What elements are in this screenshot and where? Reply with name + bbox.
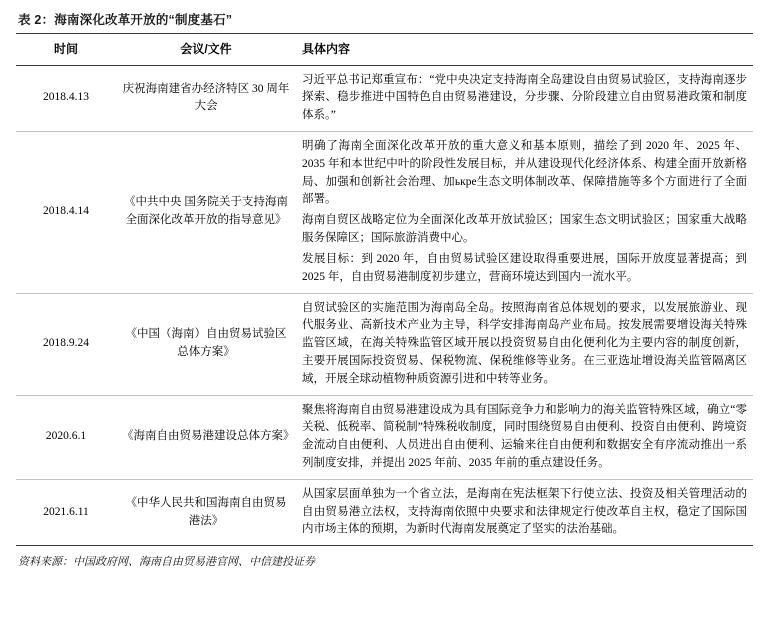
content-paragraph: 自贸试验区的实施范围为海南岛全岛。按照海南省总体规划的要求，以发展旅游业、现代服务业、高新技术产业为主导，科学安排海南岛产业布局。按发展需要增设海关特殊监管区域，在海关特殊监管区域开展以投资贸易自由化便利化为主要内容的制度创新，主要开展国际投资贸易、保税物流、保税维修等业务。在三亚选址增设海关监管隔离区域，开展全球动植物种质资源引进和中转等业务。 bbox=[302, 301, 747, 385]
content-paragraph: 习近平总书记郑重宣布：“党中央决定支持海南全岛建设自由贸易试验区，支持海南逐步探索、稳步推进中国特色自由贸易港建设，分步骤、分阶段建立自由贸易港政策和制度体系。” bbox=[302, 73, 747, 122]
table-header bbox=[16, 34, 753, 66]
cell-time: 2020.6.1 bbox=[16, 395, 116, 479]
cell-time: 2021.6.11 bbox=[16, 479, 116, 545]
cell-time: 2018.4.13 bbox=[16, 65, 116, 131]
cell-content bbox=[296, 293, 753, 395]
column-header-document: 会议/文件 bbox=[116, 34, 296, 66]
cell-document: 《中共中央 国务院关于支持海南全面深化改革开放的指导意见》 bbox=[116, 132, 296, 294]
content-paragraph: 从国家层面单独为一个省立法，是海南在宪法框架下行使立法、投资及相关管理活动的自由贸易港立法权，支持海南依照中央要求和法律规定行使改革自主权，稳定了国际国内市场主体的预期，为新时代海南发展奠定了坚实的法治基础。 bbox=[302, 487, 747, 536]
cell-content bbox=[296, 65, 753, 131]
cell-content bbox=[296, 479, 753, 545]
column-header-content: 具体内容 bbox=[296, 34, 753, 66]
table-row bbox=[16, 132, 753, 294]
cell-document: 《中华人民共和国海南自由贸易港法》 bbox=[116, 479, 296, 545]
cell-document: 庆祝海南建省办经济特区 30 周年大会 bbox=[116, 65, 296, 131]
table-caption: 表 2：海南深化改革开放的“制度基石” bbox=[18, 13, 233, 27]
table-row bbox=[16, 65, 753, 131]
content-paragraph: 发展目标：到 2020 年，自由贸易试验区建设取得重要进展，国际开放度显著提高；到 2025 年，自由贸易港制度初步建立，营商环境达到国内一流水平。 bbox=[302, 252, 747, 283]
table-header-row bbox=[16, 34, 753, 66]
cell-content bbox=[296, 395, 753, 479]
cell-document: 《海南自由贸易港建设总体方案》 bbox=[116, 395, 296, 479]
cell-time: 2018.4.14 bbox=[16, 132, 116, 294]
policy-table bbox=[16, 33, 753, 546]
cell-document: 《中国（海南）自由贸易试验区总体方案》 bbox=[116, 293, 296, 395]
content-paragraph: 聚焦将海南自由贸易港建设成为具有国际竞争力和影响力的海关监管特殊区域，确立“零关税、低税率、简税制”特殊税收制度，同时围绕贸易自由便利、投资自由便利、跨境资金流动自由便利、人员进出自由便利、运输来往自由便利和数据安全有序流动推出一系列制度安排，并提出 2025 年前、2035 年前的重点建设任务。 bbox=[302, 403, 747, 470]
column-header-time: 时间 bbox=[16, 34, 116, 66]
table-row bbox=[16, 395, 753, 479]
content-paragraph: 明确了海南全面深化改革开放的重大意义和基本原则，描绘了到 2020 年、2025 年、2035 年和本世纪中叶的阶段性发展目标，并从建设现代化经济体系、构建全面开放新格局、加强和创新社会治理、加ькре生态文明体制改革、保障措施等多个方面进行了全面部署。 bbox=[302, 140, 747, 206]
cell-time: 2018.9.24 bbox=[16, 293, 116, 395]
source-note: 资料来源：中国政府网、海南自由贸易港官网、中信建投证券 bbox=[18, 556, 315, 569]
content-paragraph: 海南自贸区战略定位为全面深化改革开放试验区；国家生态文明试验区；国家重大战略服务保障区；国际旅游消费中心。 bbox=[302, 214, 747, 245]
table-body bbox=[16, 65, 753, 546]
cell-content bbox=[296, 132, 753, 294]
table-row bbox=[16, 293, 753, 395]
table-row bbox=[16, 479, 753, 545]
